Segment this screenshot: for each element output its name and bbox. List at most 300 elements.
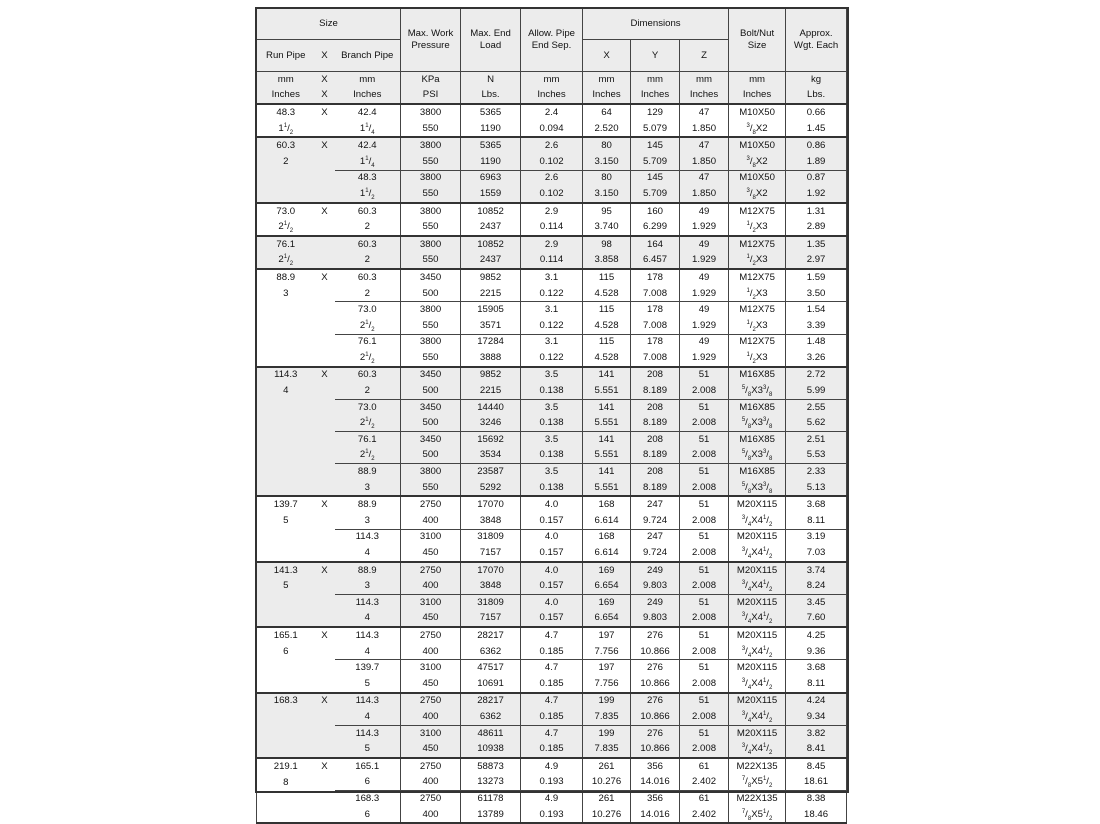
x-cell (315, 121, 335, 138)
max-end-load-header: Max. End Load (461, 9, 521, 72)
bolt-nut-cell: M20X115 (729, 562, 786, 579)
unit-cell: Inches (583, 88, 631, 105)
dimension-y-cell: 5.709 (631, 186, 680, 203)
dimension-x-cell: 10.276 (583, 807, 631, 824)
x-cell (315, 154, 335, 170)
max-work-pressure-cell: 2750 (401, 693, 461, 710)
dimension-x-cell: 5.551 (583, 415, 631, 431)
dimension-x-cell: 4.528 (583, 286, 631, 302)
x-cell (315, 513, 335, 529)
run-pipe-cell: 5 (257, 578, 315, 594)
dimension-x-cell: 197 (583, 627, 631, 644)
weight-cell: 0.66 (786, 104, 847, 121)
dimension-x-cell: 115 (583, 302, 631, 318)
table-row (257, 236, 847, 253)
max-work-pressure-cell: 500 (401, 415, 461, 431)
dimension-z-cell: 2.008 (680, 545, 729, 562)
max-end-load-cell: 2437 (461, 253, 521, 270)
dimension-x-cell: 3.150 (583, 154, 631, 170)
bolt-nut-cell: M12X75 (729, 236, 786, 253)
max-end-load-cell: 31809 (461, 595, 521, 611)
run-pipe-cell (257, 334, 315, 350)
table-row (257, 545, 847, 562)
dimension-z-cell: 2.008 (680, 513, 729, 529)
x-cell (315, 791, 335, 807)
end-sep-cell: 0.102 (521, 186, 583, 203)
table-row (257, 480, 847, 497)
dimension-y-cell: 9.724 (631, 513, 680, 529)
branch-pipe-cell: $1^1/_2$ (335, 186, 401, 203)
bolt-nut-cell: $^7/_8X5^1/_2$ (729, 807, 786, 824)
units-row (257, 72, 847, 88)
max-end-load-cell: 1190 (461, 121, 521, 138)
bolt-nut-cell: M20X115 (729, 529, 786, 545)
run-pipe-cell: 165.1 (257, 627, 315, 644)
dimension-z-cell: 1.929 (680, 253, 729, 270)
x-cell (315, 432, 335, 448)
bolt-nut-cell: $^3/_4X4^1/_2$ (729, 513, 786, 529)
run-pipe-cell: 88.9 (257, 269, 315, 286)
weight-cell: 3.39 (786, 318, 847, 334)
max-work-pressure-cell: 3450 (401, 399, 461, 415)
dimension-z-cell: 1.929 (680, 350, 729, 367)
run-pipe-cell: 168.3 (257, 693, 315, 710)
bolt-nut-cell: $^3/_4X4^1/_2$ (729, 611, 786, 628)
bolt-nut-cell: M20X115 (729, 693, 786, 710)
dimension-x-cell: 10.276 (583, 775, 631, 791)
unit-cell: KPa (401, 72, 461, 88)
table-row (257, 350, 847, 367)
end-sep-cell: 0.138 (521, 448, 583, 464)
max-work-pressure-cell: 550 (401, 154, 461, 170)
branch-pipe-cell: 3 (335, 513, 401, 529)
weight-cell: 1.35 (786, 236, 847, 253)
weight-cell: 18.61 (786, 775, 847, 791)
dimension-x-cell: 6.654 (583, 611, 631, 628)
branch-pipe-cell: 2 (335, 383, 401, 399)
max-end-load-cell: 3888 (461, 350, 521, 367)
weight-cell: 1.54 (786, 302, 847, 318)
max-end-load-cell: 13789 (461, 807, 521, 824)
run-pipe-cell (257, 725, 315, 741)
dimension-z-cell: 51 (680, 496, 729, 513)
max-work-pressure-cell: 500 (401, 383, 461, 399)
table-row (257, 644, 847, 660)
table-row (257, 660, 847, 676)
x-cell (315, 578, 335, 594)
end-sep-cell: 3.1 (521, 334, 583, 350)
max-end-load-cell: 6963 (461, 170, 521, 186)
weight-cell: 3.68 (786, 496, 847, 513)
dimension-z-cell: 1.929 (680, 219, 729, 236)
dimension-y-cell: 247 (631, 529, 680, 545)
dimension-x-cell: 168 (583, 529, 631, 545)
run-pipe-cell: 6 (257, 644, 315, 660)
table-row (257, 448, 847, 464)
dimension-z-cell: 1.850 (680, 154, 729, 170)
unit-cell: Inches (521, 88, 583, 105)
max-end-load-cell: 7157 (461, 545, 521, 562)
dimension-y-cell: 276 (631, 660, 680, 676)
end-sep-cell: 0.122 (521, 350, 583, 367)
table-row (257, 562, 847, 579)
run-pipe-cell (257, 676, 315, 693)
weight-cell: 1.48 (786, 334, 847, 350)
run-pipe-cell (257, 545, 315, 562)
branch-pipe-cell: 5 (335, 676, 401, 693)
bolt-nut-cell: $^3/_8X2$ (729, 186, 786, 203)
dimension-y-cell: 160 (631, 203, 680, 220)
x-cell (315, 253, 335, 270)
dimension-z-cell: 47 (680, 170, 729, 186)
x-cell: X (315, 562, 335, 579)
end-sep-cell: 0.138 (521, 383, 583, 399)
max-work-pressure-cell: 3800 (401, 104, 461, 121)
x-cell (315, 545, 335, 562)
end-sep-cell: 3.5 (521, 464, 583, 480)
x-cell: X (315, 693, 335, 710)
branch-pipe-cell: 139.7 (335, 660, 401, 676)
end-sep-cell: 3.1 (521, 302, 583, 318)
max-work-pressure-cell: 500 (401, 286, 461, 302)
dimension-z-cell: 51 (680, 660, 729, 676)
weight-cell: 2.89 (786, 219, 847, 236)
weight-cell: 3.50 (786, 286, 847, 302)
dimension-z-cell: 51 (680, 399, 729, 415)
max-end-load-cell: 15905 (461, 302, 521, 318)
x-cell (315, 480, 335, 497)
max-end-load-cell: 5365 (461, 137, 521, 154)
branch-pipe-cell: 5 (335, 741, 401, 758)
dimension-x-cell: 168 (583, 496, 631, 513)
dimension-x-cell: 169 (583, 595, 631, 611)
table-row (257, 627, 847, 644)
bolt-nut-cell: M12X75 (729, 203, 786, 220)
table-row (257, 791, 847, 807)
x-cell (315, 660, 335, 676)
table-row (257, 121, 847, 138)
end-sep-cell: 0.157 (521, 578, 583, 594)
weight-cell: 8.38 (786, 791, 847, 807)
dimension-y-cell: 208 (631, 367, 680, 384)
weight-cell: 1.31 (786, 203, 847, 220)
dimension-z-cell: 51 (680, 367, 729, 384)
table-row (257, 269, 847, 286)
dimension-z-cell: 2.008 (680, 676, 729, 693)
run-pipe-cell (257, 302, 315, 318)
unit-cell: Inches (257, 88, 315, 105)
x-cell (315, 448, 335, 464)
max-end-load-cell: 13273 (461, 775, 521, 791)
table-row (257, 137, 847, 154)
dimension-z-cell: 51 (680, 529, 729, 545)
bolt-nut-cell: M22X135 (729, 791, 786, 807)
bolt-nut-cell: $^3/_4X4^1/_2$ (729, 709, 786, 725)
dimension-z-cell: 49 (680, 203, 729, 220)
weight-cell: 7.60 (786, 611, 847, 628)
branch-pipe-cell: $2^1/_2$ (335, 318, 401, 334)
x-cell (315, 595, 335, 611)
bolt-nut-cell: $^1/_2X3$ (729, 253, 786, 270)
dimension-y-cell: 8.189 (631, 480, 680, 497)
table-row (257, 464, 847, 480)
x-cell (315, 334, 335, 350)
dimension-z-cell: 2.008 (680, 578, 729, 594)
end-sep-cell: 0.102 (521, 154, 583, 170)
weight-cell: 9.36 (786, 644, 847, 660)
dimension-z-cell: 49 (680, 302, 729, 318)
max-work-pressure-cell: 450 (401, 676, 461, 693)
max-end-load-cell: 9852 (461, 367, 521, 384)
bolt-nut-cell: M10X50 (729, 104, 786, 121)
end-sep-cell: 4.9 (521, 758, 583, 775)
unit-cell: X (315, 88, 335, 105)
max-work-pressure-cell: 3800 (401, 302, 461, 318)
max-end-load-cell: 58873 (461, 758, 521, 775)
max-work-pressure-cell: 3800 (401, 137, 461, 154)
x-cell (315, 529, 335, 545)
x-cell: X (315, 269, 335, 286)
run-pipe-cell: 73.0 (257, 203, 315, 220)
x-cell (315, 611, 335, 628)
branch-pipe-header: Branch Pipe (335, 40, 401, 72)
table-row (257, 399, 847, 415)
x-cell (315, 725, 335, 741)
max-end-load-cell: 9852 (461, 269, 521, 286)
end-sep-cell: 0.157 (521, 611, 583, 628)
bolt-nut-cell: $^5/_8X3^3/_8$ (729, 415, 786, 431)
max-end-load-cell: 17284 (461, 334, 521, 350)
dimension-x-cell: 141 (583, 367, 631, 384)
dimension-y-cell: 208 (631, 432, 680, 448)
max-work-pressure-cell: 550 (401, 318, 461, 334)
x-cell (315, 219, 335, 236)
end-sep-cell: 0.138 (521, 480, 583, 497)
dimension-z-header: Z (680, 40, 729, 72)
max-work-pressure-cell: 450 (401, 741, 461, 758)
approx-weight-header: Approx. Wgt. Each (786, 9, 847, 72)
dimension-z-cell: 51 (680, 693, 729, 710)
end-sep-cell: 4.7 (521, 627, 583, 644)
max-work-pressure-cell: 550 (401, 253, 461, 270)
x-cell: X (315, 367, 335, 384)
dimension-y-header: Y (631, 40, 680, 72)
end-sep-cell: 4.0 (521, 562, 583, 579)
dimension-y-cell: 9.803 (631, 611, 680, 628)
table-row (257, 496, 847, 513)
max-work-pressure-cell: 3100 (401, 660, 461, 676)
weight-cell: 3.68 (786, 660, 847, 676)
run-pipe-cell: $2^1/_2$ (257, 219, 315, 236)
dimension-y-cell: 14.016 (631, 775, 680, 791)
weight-cell: 4.24 (786, 693, 847, 710)
bolt-nut-cell: M20X115 (729, 496, 786, 513)
table-row (257, 286, 847, 302)
weight-cell: 3.19 (786, 529, 847, 545)
branch-pipe-cell: 2 (335, 253, 401, 270)
dimension-y-cell: 249 (631, 562, 680, 579)
run-pipe-cell: 5 (257, 513, 315, 529)
weight-cell: 2.72 (786, 367, 847, 384)
end-sep-cell: 2.6 (521, 137, 583, 154)
dimension-z-cell: 47 (680, 137, 729, 154)
branch-pipe-cell: 6 (335, 807, 401, 824)
x-cell (315, 741, 335, 758)
weight-cell: 5.99 (786, 383, 847, 399)
weight-cell: 2.33 (786, 464, 847, 480)
max-end-load-cell: 10691 (461, 676, 521, 693)
bolt-nut-cell: $^5/_8X3^3/_8$ (729, 383, 786, 399)
dimension-y-cell: 10.866 (631, 644, 680, 660)
dimension-z-cell: 1.850 (680, 121, 729, 138)
dimension-z-cell: 2.402 (680, 807, 729, 824)
dimension-y-cell: 10.866 (631, 676, 680, 693)
branch-pipe-cell: 4 (335, 611, 401, 628)
x-cell: X (315, 758, 335, 775)
dimension-x-cell: 7.756 (583, 676, 631, 693)
max-work-pressure-cell: 400 (401, 578, 461, 594)
dimension-y-cell: 8.189 (631, 383, 680, 399)
max-work-pressure-cell: 2750 (401, 562, 461, 579)
x-cell (315, 644, 335, 660)
table-row (257, 104, 847, 121)
end-sep-cell: 0.157 (521, 545, 583, 562)
max-work-pressure-cell: 450 (401, 611, 461, 628)
bolt-nut-cell: M20X115 (729, 595, 786, 611)
max-end-load-cell: 6362 (461, 709, 521, 725)
max-end-load-cell: 5365 (461, 104, 521, 121)
max-work-pressure-cell: 3450 (401, 367, 461, 384)
weight-cell: 3.82 (786, 725, 847, 741)
table-row (257, 741, 847, 758)
end-sep-cell: 3.5 (521, 399, 583, 415)
branch-pipe-cell: 76.1 (335, 334, 401, 350)
x-cell (315, 286, 335, 302)
dimension-x-cell: 141 (583, 464, 631, 480)
run-pipe-cell: 48.3 (257, 104, 315, 121)
dimension-x-cell: 80 (583, 170, 631, 186)
x-header: X (315, 40, 335, 72)
x-cell (315, 350, 335, 367)
end-sep-cell: 4.7 (521, 725, 583, 741)
end-sep-cell: 3.5 (521, 367, 583, 384)
max-work-pressure-cell: 550 (401, 121, 461, 138)
branch-pipe-cell: 3 (335, 578, 401, 594)
dimension-z-cell: 51 (680, 562, 729, 579)
max-end-load-cell: 1559 (461, 186, 521, 203)
max-work-pressure-cell: 450 (401, 545, 461, 562)
bolt-nut-cell: $^3/_8X2$ (729, 154, 786, 170)
max-work-pressure-cell: 400 (401, 807, 461, 824)
dimension-x-cell: 5.551 (583, 480, 631, 497)
run-pipe-cell (257, 318, 315, 334)
dimension-z-cell: 51 (680, 432, 729, 448)
units-row (257, 88, 847, 105)
run-pipe-cell (257, 464, 315, 480)
table-row (257, 709, 847, 725)
weight-cell: 8.45 (786, 758, 847, 775)
dimension-z-cell: 2.008 (680, 383, 729, 399)
end-sep-cell: 0.185 (521, 644, 583, 660)
unit-cell: X (315, 72, 335, 88)
branch-pipe-cell: 60.3 (335, 203, 401, 220)
bolt-nut-cell: M16X85 (729, 399, 786, 415)
weight-cell: 8.11 (786, 513, 847, 529)
x-cell (315, 676, 335, 693)
x-cell (315, 383, 335, 399)
dimension-y-cell: 9.724 (631, 545, 680, 562)
branch-pipe-cell: 88.9 (335, 464, 401, 480)
branch-pipe-cell: 73.0 (335, 302, 401, 318)
dimension-z-cell: 2.402 (680, 775, 729, 791)
table-row (257, 807, 847, 824)
dimension-x-cell: 197 (583, 660, 631, 676)
max-end-load-cell: 17070 (461, 562, 521, 579)
max-work-pressure-cell: 3800 (401, 334, 461, 350)
dimension-z-cell: 2.008 (680, 448, 729, 464)
max-end-load-cell: 14440 (461, 399, 521, 415)
max-work-pressure-cell: 3800 (401, 170, 461, 186)
size-header: Size (257, 9, 401, 40)
max-end-load-cell: 10852 (461, 203, 521, 220)
dimension-y-cell: 356 (631, 791, 680, 807)
branch-pipe-cell: 48.3 (335, 170, 401, 186)
branch-pipe-cell: $2^1/_2$ (335, 350, 401, 367)
weight-cell: 8.24 (786, 578, 847, 594)
branch-pipe-cell: 76.1 (335, 432, 401, 448)
unit-cell: Inches (631, 88, 680, 105)
unit-cell: mm (335, 72, 401, 88)
max-end-load-cell: 10852 (461, 236, 521, 253)
dimension-y-cell: 8.189 (631, 448, 680, 464)
max-work-pressure-header: Max. Work Pressure (401, 9, 461, 72)
end-sep-cell: 3.1 (521, 269, 583, 286)
x-cell: X (315, 104, 335, 121)
end-sep-cell: 2.4 (521, 104, 583, 121)
x-cell: X (315, 137, 335, 154)
x-cell (315, 236, 335, 253)
run-pipe-cell (257, 595, 315, 611)
bolt-nut-cell: M10X50 (729, 170, 786, 186)
max-work-pressure-cell: 3450 (401, 432, 461, 448)
run-pipe-cell (257, 448, 315, 464)
allow-pipe-end-sep-header: Allow. Pipe End Sep. (521, 9, 583, 72)
bolt-nut-cell: M12X75 (729, 302, 786, 318)
dimension-y-cell: 6.299 (631, 219, 680, 236)
run-pipe-cell (257, 709, 315, 725)
max-work-pressure-cell: 400 (401, 513, 461, 529)
branch-pipe-cell: 88.9 (335, 562, 401, 579)
run-pipe-cell (257, 807, 315, 824)
bolt-nut-cell: M12X75 (729, 334, 786, 350)
weight-cell: 2.97 (786, 253, 847, 270)
end-sep-cell: 2.9 (521, 203, 583, 220)
dimension-x-cell: 5.551 (583, 448, 631, 464)
branch-pipe-cell: 114.3 (335, 693, 401, 710)
end-sep-cell: 4.7 (521, 693, 583, 710)
dimension-x-cell: 5.551 (583, 383, 631, 399)
bolt-nut-cell: $^1/_2X3$ (729, 350, 786, 367)
end-sep-cell: 2.6 (521, 170, 583, 186)
weight-cell: 5.13 (786, 480, 847, 497)
unit-cell: Inches (335, 88, 401, 105)
max-work-pressure-cell: 2750 (401, 758, 461, 775)
dimension-x-cell: 169 (583, 562, 631, 579)
max-work-pressure-cell: 3800 (401, 203, 461, 220)
unit-cell: N (461, 72, 521, 88)
max-end-load-cell: 1190 (461, 154, 521, 170)
end-sep-cell: 0.193 (521, 775, 583, 791)
